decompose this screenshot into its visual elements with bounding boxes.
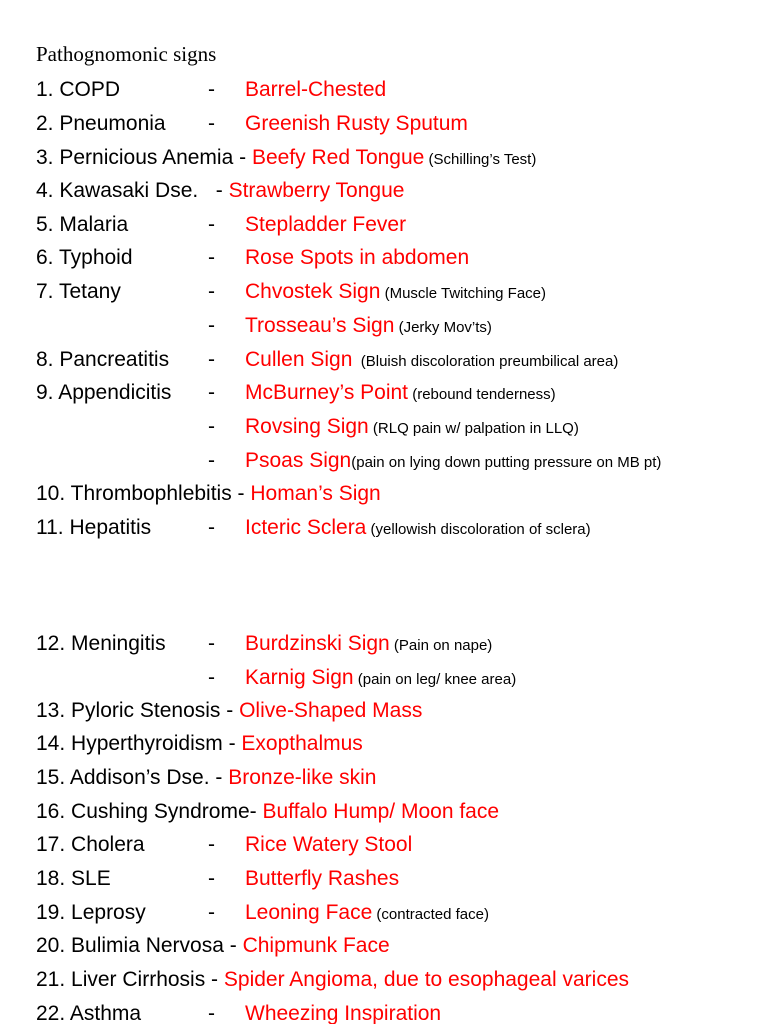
- condition-label: 12. Meningitis: [36, 632, 166, 655]
- sign-group: [245, 208, 406, 242]
- sign-text: Barrel-Chested: [245, 78, 387, 101]
- sign-text: Exopthalmus: [241, 732, 363, 755]
- item-line: [36, 963, 629, 997]
- sign-text: Chvostek Sign: [245, 280, 381, 303]
- sign-text: Chipmunk Face: [242, 934, 390, 957]
- item-line: [36, 141, 536, 177]
- condition-label: 6. Typhoid: [36, 246, 133, 269]
- sign-text: Wheezing Inspiration: [245, 1002, 442, 1024]
- sign-text: Bronze-like skin: [228, 766, 377, 789]
- sign-note: (yellowish discoloration of sclera): [366, 521, 591, 538]
- condition-label: 7. Tetany: [36, 280, 121, 303]
- sign-group: [245, 444, 661, 480]
- separator-dash: -: [208, 348, 215, 371]
- separator-dash: -: [208, 314, 215, 337]
- page-title: Pathognomonic signs: [36, 42, 217, 66]
- sign-note: (pain on leg/ knee area): [353, 671, 517, 688]
- item-line: [36, 929, 390, 963]
- condition-label: 15. Addison’s Dse. -: [36, 766, 229, 789]
- sign-group: [245, 73, 386, 107]
- condition-label: 21. Liver Cirrhosis -: [36, 968, 224, 991]
- condition-label: 2. Pneumonia: [36, 112, 166, 135]
- condition-label: 22. Asthma: [36, 1002, 142, 1024]
- separator-dash: -: [208, 112, 215, 135]
- sign-text: McBurney’s Point: [245, 381, 409, 404]
- sign-text: Butterfly Rashes: [245, 867, 400, 890]
- sign-group: [245, 896, 489, 932]
- item-line: [36, 477, 381, 511]
- sign-group: [245, 661, 516, 697]
- sign-group: [245, 627, 492, 663]
- sign-group: [245, 997, 441, 1024]
- sign-text: Olive-Shaped Mass: [239, 699, 423, 722]
- separator-dash: -: [208, 415, 215, 438]
- sign-text: Stepladder Fever: [245, 213, 407, 236]
- separator-dash: -: [208, 213, 215, 236]
- sign-text: Rose Spots in abdomen: [245, 246, 470, 269]
- sign-group: [245, 343, 618, 379]
- separator-dash: -: [208, 78, 215, 101]
- sign-note: (pain on lying down putting pressure on MB pt): [351, 454, 662, 471]
- sign-text: Homan’s Sign: [250, 482, 381, 505]
- item-line: [36, 727, 363, 761]
- sign-text: Spider Angioma, due to esophageal varices: [223, 968, 629, 991]
- sign-group: [245, 107, 468, 141]
- separator-dash: -: [208, 280, 215, 303]
- separator-dash: -: [208, 833, 215, 856]
- separator-dash: -: [208, 516, 215, 539]
- condition-label: 13. Pyloric Stenosis -: [36, 699, 240, 722]
- condition-label: 1. COPD: [36, 78, 121, 101]
- sign-text: Beefy Red Tongue: [251, 146, 425, 169]
- item-line: [36, 174, 404, 208]
- sign-group: [245, 828, 412, 862]
- condition-label: 5. Malaria: [36, 213, 129, 236]
- condition-label: 3. Pernicious Anemia -: [36, 146, 252, 169]
- condition-label: 9. Appendicitis: [36, 381, 172, 404]
- sign-text: Buffalo Hump/ Moon face: [262, 800, 500, 823]
- separator-dash: -: [208, 666, 215, 689]
- separator-dash: -: [208, 1002, 215, 1024]
- separator-dash: -: [208, 901, 215, 924]
- sign-note: (Schilling’s Test): [424, 151, 537, 168]
- condition-label: 4. Kawasaki Dse. -: [36, 179, 229, 202]
- sign-note: (Muscle Twitching Face): [380, 285, 547, 302]
- sign-note: (Bluish discoloration preumbilical area): [352, 353, 619, 370]
- separator-dash: -: [208, 246, 215, 269]
- condition-label: 11. Hepatitis: [36, 516, 152, 539]
- sign-group: [245, 511, 591, 547]
- sign-text: Psoas Sign: [245, 449, 352, 472]
- sign-text: Rovsing Sign: [245, 415, 369, 438]
- item-line: [36, 795, 499, 829]
- sign-note: (rebound tenderness): [408, 386, 556, 403]
- sign-text: Cullen Sign: [245, 348, 353, 371]
- separator-dash: -: [208, 381, 215, 404]
- sign-note: (RLQ pain w/ palpation in LLQ): [368, 420, 579, 437]
- sign-group: [245, 862, 399, 896]
- sign-group: [245, 410, 579, 446]
- sign-note: (contracted face): [372, 906, 489, 923]
- sign-note: (Pain on nape): [389, 637, 493, 654]
- sign-note: (Jerky Mov’ts): [394, 319, 492, 336]
- item-line: [36, 761, 376, 795]
- sign-group: [245, 241, 469, 275]
- condition-label: 8. Pancreatitis: [36, 348, 170, 371]
- sign-text: Greenish Rusty Sputum: [245, 112, 468, 135]
- sign-group: [245, 376, 556, 412]
- condition-label: 20. Bulimia Nervosa -: [36, 934, 243, 957]
- condition-label: 18. SLE: [36, 867, 111, 890]
- separator-dash: -: [208, 449, 215, 472]
- condition-label: 19. Leprosy: [36, 901, 146, 924]
- condition-label: 14. Hyperthyroidism -: [36, 732, 242, 755]
- separator-dash: -: [208, 632, 215, 655]
- sign-text: Burdzinski Sign: [245, 632, 390, 655]
- sign-group: [245, 309, 492, 345]
- sign-text: Icteric Sclera: [245, 516, 367, 539]
- sign-text: Strawberry Tongue: [228, 179, 405, 202]
- item-line: [36, 694, 422, 728]
- sign-text: Rice Watery Stool: [245, 833, 413, 856]
- condition-label: 10. Thrombophlebitis -: [36, 482, 251, 505]
- sign-text: Leoning Face: [245, 901, 373, 924]
- sign-text: Trosseau’s Sign: [245, 314, 395, 337]
- condition-label: 17. Cholera: [36, 833, 145, 856]
- sign-group: [245, 275, 546, 311]
- separator-dash: -: [208, 867, 215, 890]
- sign-text: Karnig Sign: [245, 666, 354, 689]
- condition-label: 16. Cushing Syndrome-: [36, 800, 263, 823]
